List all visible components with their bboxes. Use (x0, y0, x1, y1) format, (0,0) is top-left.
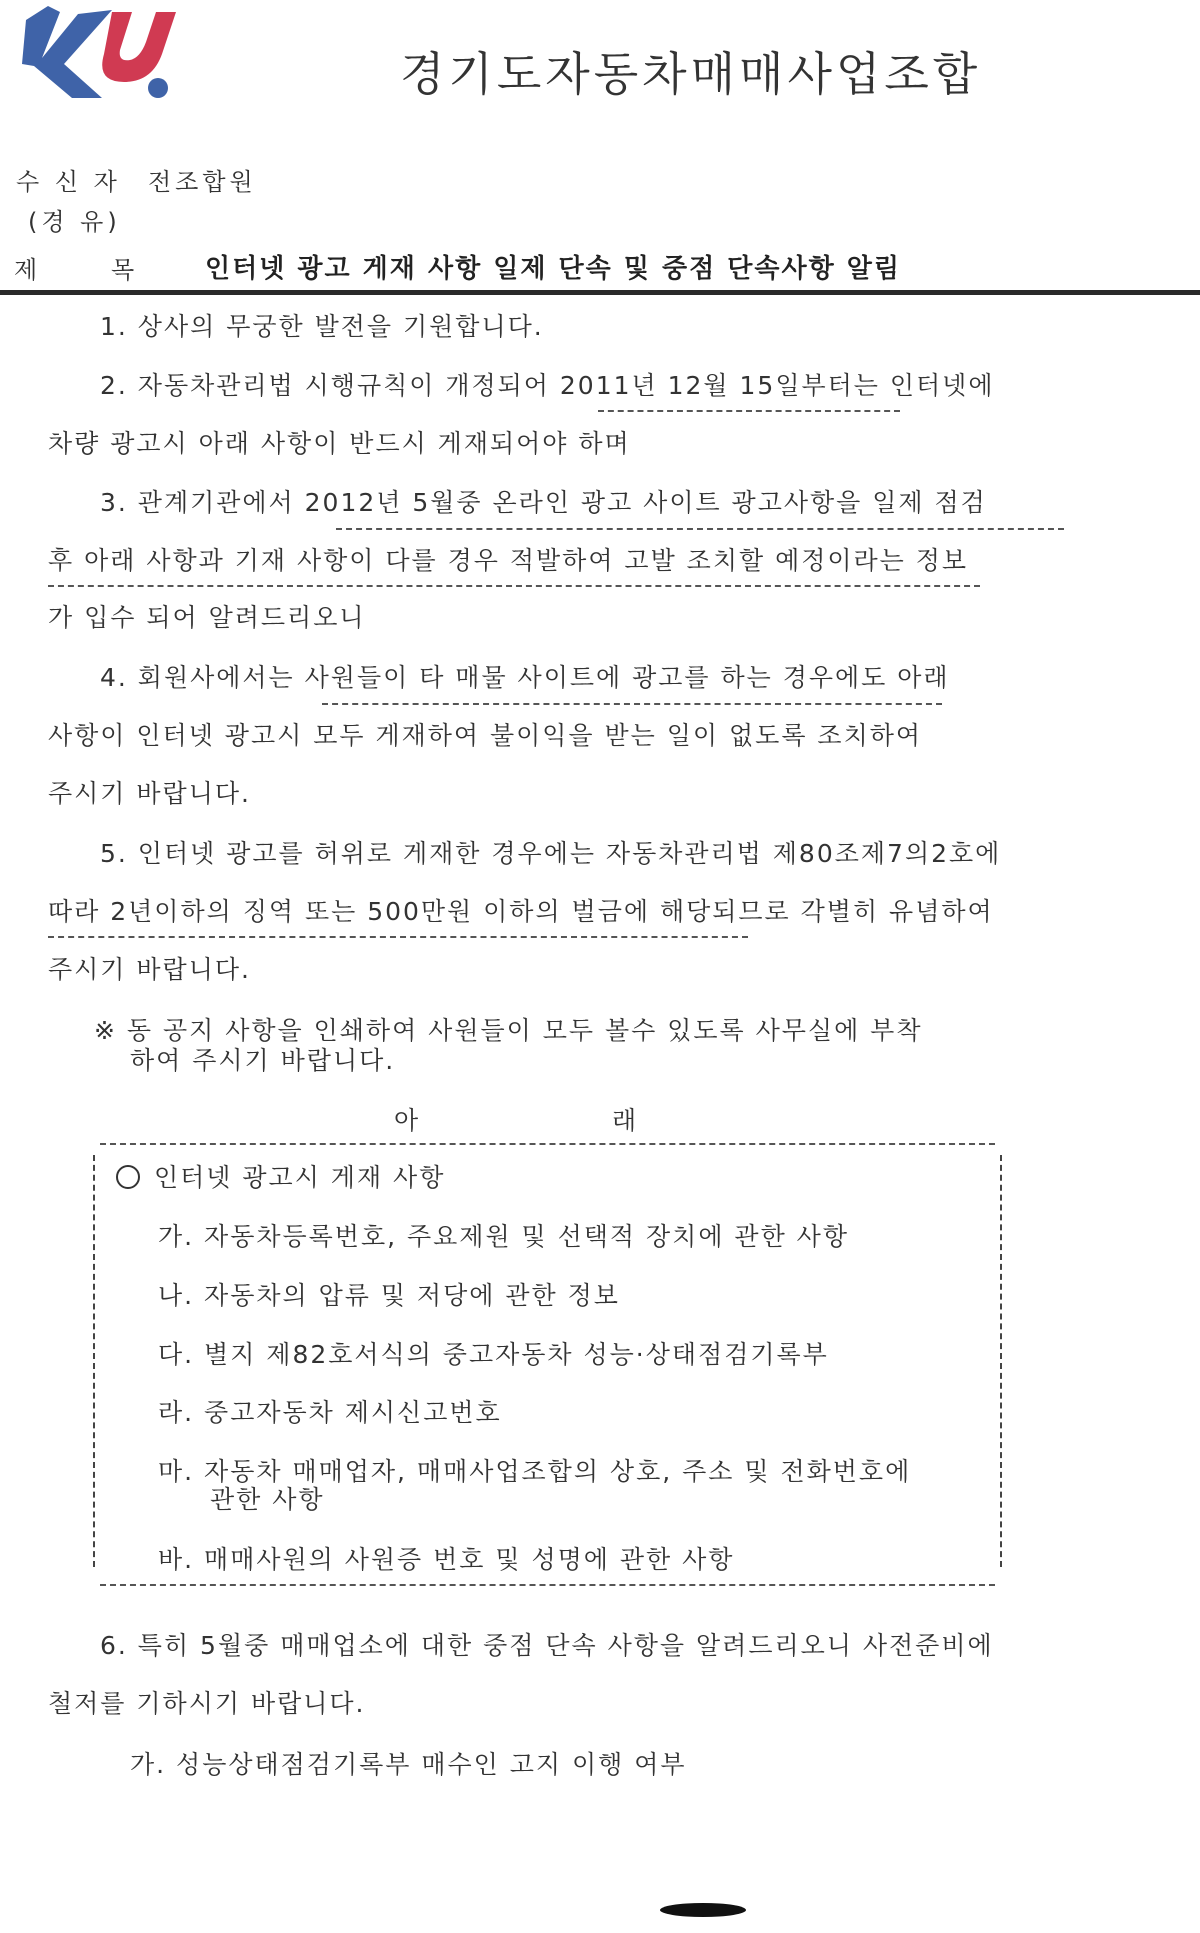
via-label: (경 유) (28, 208, 121, 236)
paragraph-6-line-2: 철저를 기하시기 바랍니다. (48, 1689, 366, 1718)
paragraph-4-line-3: 주시기 바랍니다. (48, 779, 251, 808)
underline-p5 (48, 936, 748, 938)
paragraph-5-line-2: 따라 2년이하의 징역 또는 500만원 이하의 벌금에 해당되므로 각별히 유념하여 (48, 897, 994, 926)
paragraph-3-line-2: 후 아래 사항과 기재 사항이 다를 경우 적발하여 고발 조치할 예정이라는 정보 (48, 546, 969, 575)
circle-bullet-icon (116, 1165, 140, 1189)
underline-p2 (598, 410, 900, 412)
recipient-label: 수 신 자 (16, 168, 121, 196)
box-right-border (1000, 1155, 1002, 1567)
ink-blot (660, 1903, 746, 1917)
paragraph-2-line-1: 2. 자동차관리법 시행규칙이 개정되어 2011년 12월 15일부터는 인터넷에 (100, 371, 995, 400)
organization-name: 경기도자동차매매사업조합 (400, 47, 982, 101)
below-heading-a: 아 (394, 1106, 421, 1135)
paragraph-4-line-1: 4. 회원사에서는 사원들이 타 매물 사이트에 광고를 하는 경우에도 아래 (100, 663, 950, 692)
paragraph-3-line-1: 3. 관계기관에서 2012년 5월중 온라인 광고 사이트 광고사항을 일제 점검 (100, 488, 987, 517)
header-divider (0, 290, 1200, 295)
notice-line-2: 하여 주시기 바랍니다. (130, 1046, 396, 1075)
paragraph-5-line-3: 주시기 바랍니다. (48, 955, 251, 984)
box-top-border (100, 1143, 995, 1145)
box-item-da: 다. 별지 제82호서식의 중고자동차 성능·상태점검기록부 (158, 1340, 829, 1369)
box-item-ba: 바. 매매사원의 사원증 번호 및 성명에 관한 사항 (158, 1545, 735, 1574)
below-heading-b: 래 (612, 1106, 639, 1135)
box-heading (116, 1158, 445, 1194)
underline-p3-a (336, 528, 1064, 530)
box-heading-text: 인터넷 광고시 게재 사항 (154, 1163, 446, 1192)
paragraph-2-line-2: 차량 광고시 아래 사항이 반드시 게재되어야 하며 (48, 429, 631, 458)
subject-label: 제 목 (14, 256, 139, 284)
box-bottom-border (100, 1584, 995, 1586)
ku-logo (20, 2, 190, 102)
subject-title: 인터넷 광고 게재 사항 일제 단속 및 중점 단속사항 알림 (205, 254, 902, 284)
paragraph-1: 1. 상사의 무궁한 발전을 기원합니다. (100, 312, 544, 341)
box-item-ra: 라. 중고자동차 제시신고번호 (158, 1398, 502, 1427)
paragraph-3-line-3: 가 입수 되어 알려드리오니 (48, 603, 366, 632)
box-item-ma: 마. 자동차 매매업자, 매매사업조합의 상호, 주소 및 전화번호에 (158, 1457, 912, 1486)
box-left-border (93, 1155, 95, 1567)
box-item-ma-continued: 관한 사항 (210, 1485, 325, 1514)
underline-p4 (322, 703, 942, 705)
paragraph-6-line-1: 6. 특히 5월중 매매업소에 대한 중점 단속 사항을 알려드리오니 사전준비에 (100, 1631, 994, 1660)
paragraph-6-item-ga: 가. 성능상태점검기록부 매수인 고지 이행 여부 (130, 1750, 687, 1779)
box-item-ga: 가. 자동차등록번호, 주요제원 및 선택적 장치에 관한 사항 (158, 1222, 849, 1251)
recipient-value: 전조합원 (148, 168, 257, 196)
notice-line-1: ※ 동 공지 사항을 인쇄하여 사원들이 모두 볼수 있도록 사무실에 부착 (94, 1016, 923, 1045)
underline-p3-b (48, 585, 980, 587)
paragraph-5-line-1: 5. 인터넷 광고를 허위로 게재한 경우에는 자동차관리법 제80조제7의2호에 (100, 839, 1002, 868)
paragraph-4-line-2: 사항이 인터넷 광고시 모두 게재하여 불이익을 받는 일이 없도록 조치하여 (48, 721, 923, 750)
box-item-na: 나. 자동차의 압류 및 저당에 관한 정보 (158, 1281, 620, 1310)
